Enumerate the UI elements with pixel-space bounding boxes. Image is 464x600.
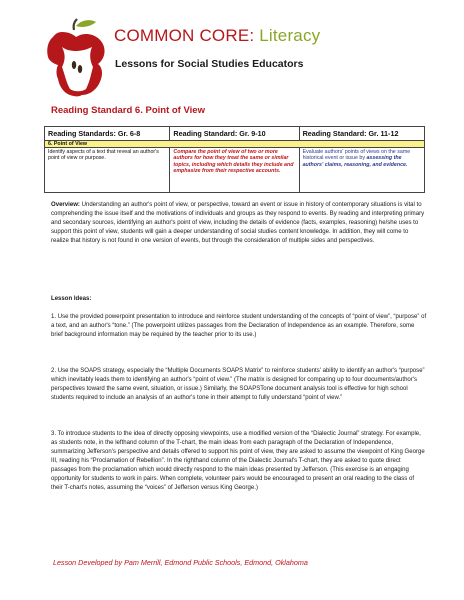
- brand-title: [114, 26, 320, 46]
- table-cell-gr11-12: [299, 148, 424, 193]
- brand-main: COMMON CORE:: [114, 26, 255, 45]
- table-header-cell: Reading Standard: Gr. 11-12: [299, 127, 424, 141]
- apple-core-icon: [44, 17, 108, 97]
- table-header-cell: Reading Standards: Gr. 6-8: [45, 127, 170, 141]
- table-cell-gr9-10: Compare the point of view of two or more authors for how they treat the same or similar topics, including which details they include and emphasize from their respective accounts.: [170, 148, 299, 193]
- footer-credit: Lesson Developed by Pam Merrill, Edmond Public Schools, Edmond, Oklahoma: [53, 558, 308, 567]
- lesson-idea-2: 2. Use the SOAPS strategy, especially the “Multiple Documents SOAPS Matrix” to reinforce students' ability to identify an author's “purpose” which inevitably leads them to identifying an author's “point of view.” (The matrix is designed for comparing up to four documents/author's perspectives toward the same event, situation, or issue.) Similarly, the SOAPSTone document analysis tool is effective for high school students required to include an analysis of an author's tone in their attempt to fully understand “point of view.”: [51, 368, 425, 402]
- overview-text: Understanding an author's point of view, or perspective, toward an event or issue in history of contemporary situations is vital to comprehending the issue itself and the motivations of individuals and groups as they respond to events. By reading and interpreting primary and secondary sources, identifying an author's point of view, including the details of evidence (facts, examples, reasoning) he/she uses to support this point of view, students will gain a deeper understanding of social studies content knowledge. In addition, they will come to realize that history is not found in one version of events, but through the consideration of multiple sides and perspectives.: [51, 202, 425, 245]
- table-cell-emphasis: assessing the authors' claims, reasoning, and evidence.: [302, 155, 408, 168]
- overview-label: Overview:: [51, 202, 80, 208]
- standards-table: [44, 126, 425, 193]
- overview-paragraph: [51, 201, 427, 246]
- table-header-cell: Reading Standard: Gr. 9-10: [170, 127, 299, 141]
- lesson-ideas-label: Lesson Ideas:: [51, 296, 92, 302]
- table-header-row: [45, 127, 425, 141]
- lesson-idea-1: 1. Use the provided powerpoint presentation to introduce and reinforce student understanding of the concepts of “point of view”, “purpose” of a text, and an author's “tone.” (The powerpoint utilizes passages from the Declaration of Independence as an example. Therefore, some brief background information may be required by the teacher prior to its use.): [51, 314, 427, 339]
- lesson-ideas-heading: [51, 295, 427, 304]
- table-cell-text: Evaluate authors' points of views on the same historical event or issue by: [302, 149, 411, 162]
- standard-title: Reading Standard 6. Point of View: [51, 105, 205, 116]
- table-band: 6. Point of View: [45, 141, 425, 148]
- brand-accent: Literacy: [259, 26, 321, 45]
- subtitle: Lessons for Social Studies Educators: [115, 58, 304, 70]
- table-band-row: [45, 141, 425, 148]
- table-cell-gr6-8: Identify aspects of a text that reveal an author's point of view or purpose.: [45, 148, 170, 193]
- lesson-idea-3: 3. To introduce students to the idea of directly opposing viewpoints, use a modified version of the “Dialectic Journal” strategy. For example, as students note, in the lefthand column of the T-chart, the main ideas from each paragraph of the Declaration of Independence, summarizing Jefferson's perspective and details offered to support his point of view, they are asked to assume the viewpoint of King George III, reading his “Proclamation of Rebellion”. In the righthand column of the Dialectic Journal's T-chart, they are asked to quote direct passages from the proclamation which would directly respond to the main ideas presented by Jefferson. (This exercise is an engaging opportunity for students to work in pairs. When complete, volunteer pairs would be encouraged to present an oral reading to the class of their T-chart's notes, assuming the “voices” of Jefferson versus King George.): [51, 431, 425, 492]
- table-row: [45, 148, 425, 193]
